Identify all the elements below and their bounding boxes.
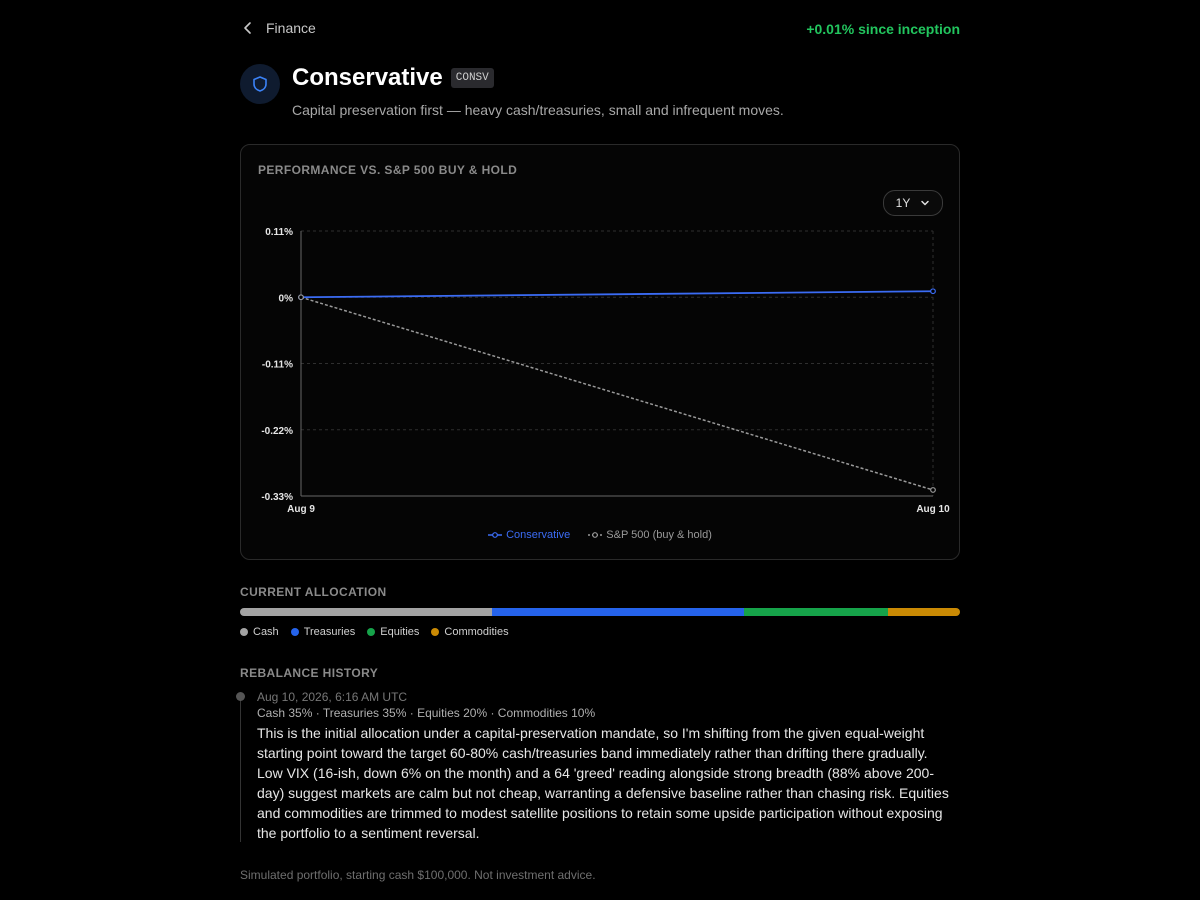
allocation-title: CURRENT ALLOCATION [240,585,387,599]
back-label: Finance [266,20,316,36]
data-point [299,295,304,300]
allocation-legend-item-equities [367,626,419,638]
allocation-legend [240,626,509,638]
rebalance-history-title: REBALANCE HISTORY [240,666,379,680]
strategy-icon-badge [240,64,280,104]
data-point [931,289,936,294]
shield-icon [251,75,269,93]
rebalance-rationale: This is the initial allocation under a capital-preservation mandate, so I'm shifting from the given equal-weight starting point toward the target 60-80% cash/treasuries band immediately rather than drifting there gradually. Low VIX (16-ish, down 6% on the month) and a 64 'greed' reading alongside strong breadth (88% above 200-day) suggest markets are calm but not cheap, warranting a defensive baseline rather than chasing risk. Equities and commodities are trimmed to modest satellite positions to retain some upside participation without exposing the portfolio to a sentiment reversal. [257,725,949,841]
x-tick-label: Aug 10 [916,504,950,515]
back-link[interactable] [240,20,316,36]
disclaimer: Simulated portfolio, starting cash $100,000. Not investment advice. [240,868,596,882]
allocation-legend-label: Treasuries [303,626,356,638]
y-tick-label: 0.11% [265,227,293,238]
legend-label: Conservative [506,529,571,541]
performance-card [240,144,960,560]
data-point [931,488,936,493]
chart-card-title: PERFORMANCE VS. S&P 500 BUY & HOLD [258,163,518,177]
series-line-conservative [301,291,933,297]
allocation-legend-item-cash [240,626,279,638]
y-tick-label: -0.33% [261,492,293,503]
rebalance-mix: Cash 35% · Treasuries 35% · Equities 20% · Commodities 10% [257,706,596,720]
allocation-legend-label: Cash [253,626,279,638]
rebalance-date: Aug 10, 2026, 6:16 AM UTC [257,690,408,704]
y-tick-label: -0.22% [261,425,293,437]
legend-dot-icon [431,628,439,636]
series-line-sp500 [301,297,933,490]
allocation-legend-label: Commodities [444,626,509,638]
chart-legend [241,529,959,541]
allocation-segment-equities [744,608,888,616]
top-bar [240,20,960,40]
legend-label: S&P 500 (buy & hold) [606,529,712,541]
page-title: Conservative [292,64,443,91]
timeline-dot [236,692,245,701]
x-tick-label: Aug 9 [287,504,315,515]
legend-dot-icon [291,628,299,636]
legend-line-icon [588,531,602,539]
allocation-segment-treasuries [492,608,744,616]
legend-item-conservative[interactable] [488,529,570,541]
allocation-legend-item-treasuries [291,626,356,638]
timeline-line [240,696,241,842]
allocation-segment-cash [240,608,492,616]
performance-chart [241,145,959,525]
title-row [292,64,494,92]
ticker-badge: CONSV [451,68,494,88]
y-tick-label: -0.11% [261,359,293,371]
legend-dot-icon [367,628,375,636]
legend-dot-icon [240,628,248,636]
allocation-bar [240,608,960,616]
allocation-legend-item-commodities [431,626,508,638]
chevron-left-icon [240,20,256,36]
allocation-legend-label: Equities [380,626,420,638]
allocation-segment-commodities [888,608,960,616]
legend-line-icon [488,531,502,539]
y-tick-label: 0% [278,293,293,305]
performance-summary: +0.01% since inception [806,21,960,37]
strategy-header [240,64,960,124]
legend-item-sp500[interactable] [588,529,712,541]
strategy-description: Capital preservation first — heavy cash/treasuries, small and infrequent moves. [292,102,784,118]
range-select-value: 1Y [895,196,911,210]
